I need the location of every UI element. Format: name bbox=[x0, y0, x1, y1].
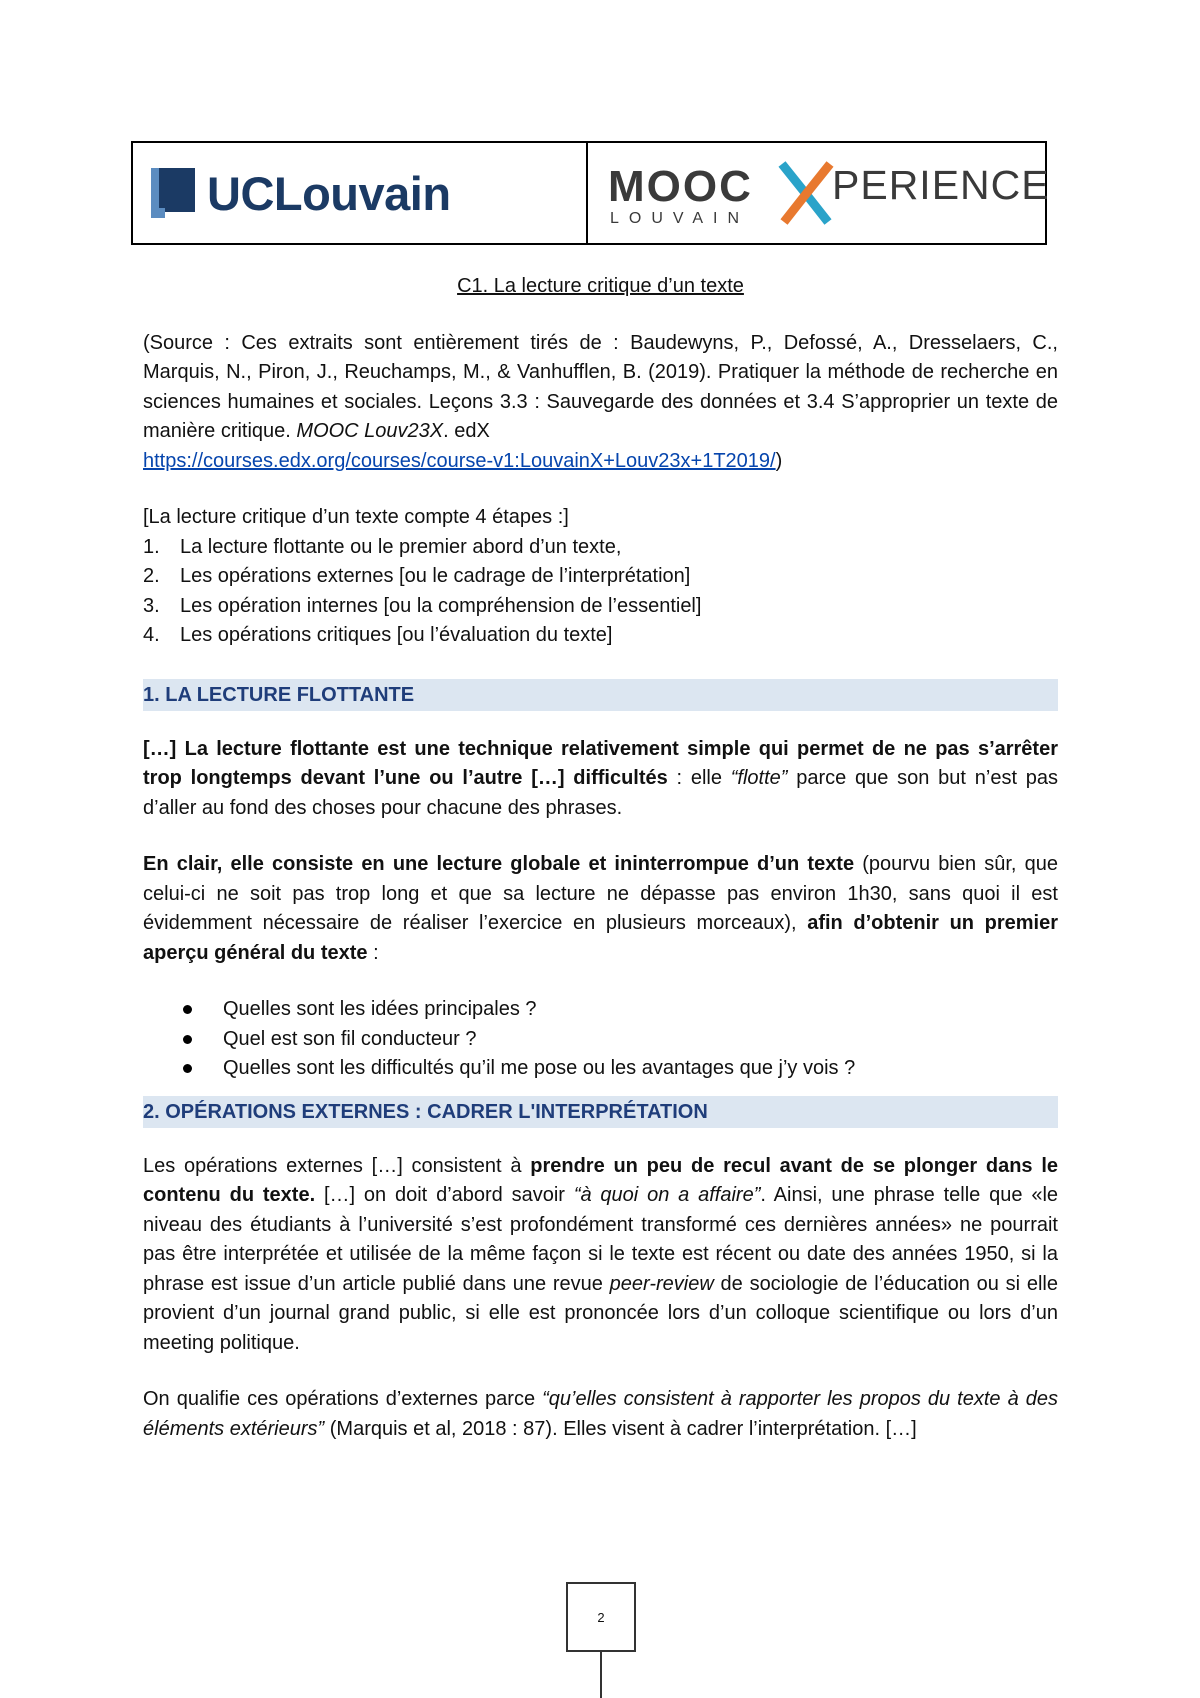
ucl-logo bbox=[133, 143, 588, 243]
ucl-logo-text: UCLouvain bbox=[207, 166, 451, 220]
bullet-icon bbox=[183, 1064, 192, 1073]
section2-paragraph-2: On qualifie ces opérations d’externes parce “qu’elles consistent à rapporter les propos du texte à des éléments extérieurs” (Marquis et al, 2018 : 87). Elles visent à cadrer l’interprétation. […] bbox=[143, 1388, 1058, 1440]
x-logo-icon bbox=[778, 160, 834, 228]
list-item: Quelles sont les idées principales ? bbox=[143, 995, 1058, 1025]
bullet-icon bbox=[183, 1005, 192, 1014]
list-item: 3. Les opération internes [ou la compréhension de l’essentiel] bbox=[143, 594, 702, 617]
logo-perience-text: PERIENCE bbox=[832, 162, 1050, 208]
course-name: MOOC Louv23X bbox=[296, 420, 444, 442]
source-paragraph: (Source : Ces extraits sont entièrement tirés de : Baudewyns, P., Defossé, A., Dresselaers, C., Marquis, N., Piron, J., Reuchamps, M., & Vanhufflen, B. (2019). Pratiquer la méthode de recherche en sciences humaines et sociales. Leçons 3.3 : Sauvegarde des données et 3.4 S’approprier un texte de manière critique. MOOC Louv23X. edX https://courses.edx.org/courses/course-v1:LouvainX+Louv23x+1T2019/) bbox=[143, 331, 1058, 472]
list-item: 1. La lecture flottante ou le premier abord d’un texte, bbox=[143, 535, 622, 558]
steps-list bbox=[143, 533, 1058, 651]
moocxperience-logo bbox=[588, 143, 1050, 243]
list-item: Quelles sont les difficultés qu’il me pose ou les avantages que j’y vois ? bbox=[143, 1054, 1058, 1084]
list-item: 4. Les opérations critiques [ou l’évaluation du texte] bbox=[143, 624, 613, 646]
bullet-icon bbox=[183, 1035, 192, 1044]
questions-list bbox=[143, 995, 1058, 1084]
list-item: 2. Les opérations externes [ou le cadrage de l’interprétation] bbox=[143, 565, 691, 587]
section1-paragraph-1: […] La lecture flottante est une technique relativement simple qui permet de ne pas s’arrêter trop longtemps devant l’une ou l’autre […] difficultés : elle “flotte” parce que son but n’est pas d’aller au fond des choses pour chacune des phrases. bbox=[143, 737, 1059, 819]
section2-paragraph-1: Les opérations externes […] consistent à prendre un peu de recul avant de se plonger dans le contenu du texte. […] on doit d’abord savoir “à quoi on a affaire”. Ainsi, une phrase telle que «le niveau des étudiants à l’université s’est profondément transformé ces dernières années» ne pourrait pas être interprétée et utilisée de la même façon si le texte est récent ou date des années 1950, si la phrase est issue d’un article publié dans une revue peer-review de sociologie de l’éducation ou si elle provient d’un journal grand public, si elle est prononcée lors d’un colloque scientifique ou lors d’un meeting politique. bbox=[143, 1154, 1059, 1354]
page-number: 2 bbox=[566, 1582, 636, 1652]
page-number-connector bbox=[600, 1652, 602, 1698]
section-heading-1: 1. LA LECTURE FLOTTANTE bbox=[143, 679, 1058, 711]
list-item: Quel est son fil conducteur ? bbox=[143, 1025, 1058, 1055]
source-link[interactable]: https://courses.edx.org/courses/course-v1:LouvainX+Louv23x+1T2019/ bbox=[143, 449, 776, 472]
document-title: C1. La lecture critique d’un texte bbox=[457, 275, 744, 297]
steps-intro: [La lecture critique d’un texte compte 4 étapes :] bbox=[143, 506, 569, 528]
logo-louvain-text: LOUVAIN bbox=[610, 210, 750, 227]
header-logos bbox=[131, 141, 1050, 245]
document-body bbox=[143, 272, 1058, 1444]
logo-mooc-text: MOOC bbox=[608, 162, 753, 211]
section-heading-2: 2. OPÉRATIONS EXTERNES : CADRER L'INTERPRÉTATION bbox=[143, 1096, 1058, 1128]
ucl-square-icon bbox=[151, 168, 197, 218]
section1-paragraph-2: En clair, elle consiste en une lecture globale et ininterrompue d’un texte (pourvu bien sûr, que celui-ci ne soit pas trop long et que sa lecture ne dépasse pas environ 1h30, sans quoi il est évidemment nécessaire de réaliser l’exercice en plusieurs morceaux), afin d’obtenir un premier aperçu général du texte : bbox=[143, 853, 1059, 964]
